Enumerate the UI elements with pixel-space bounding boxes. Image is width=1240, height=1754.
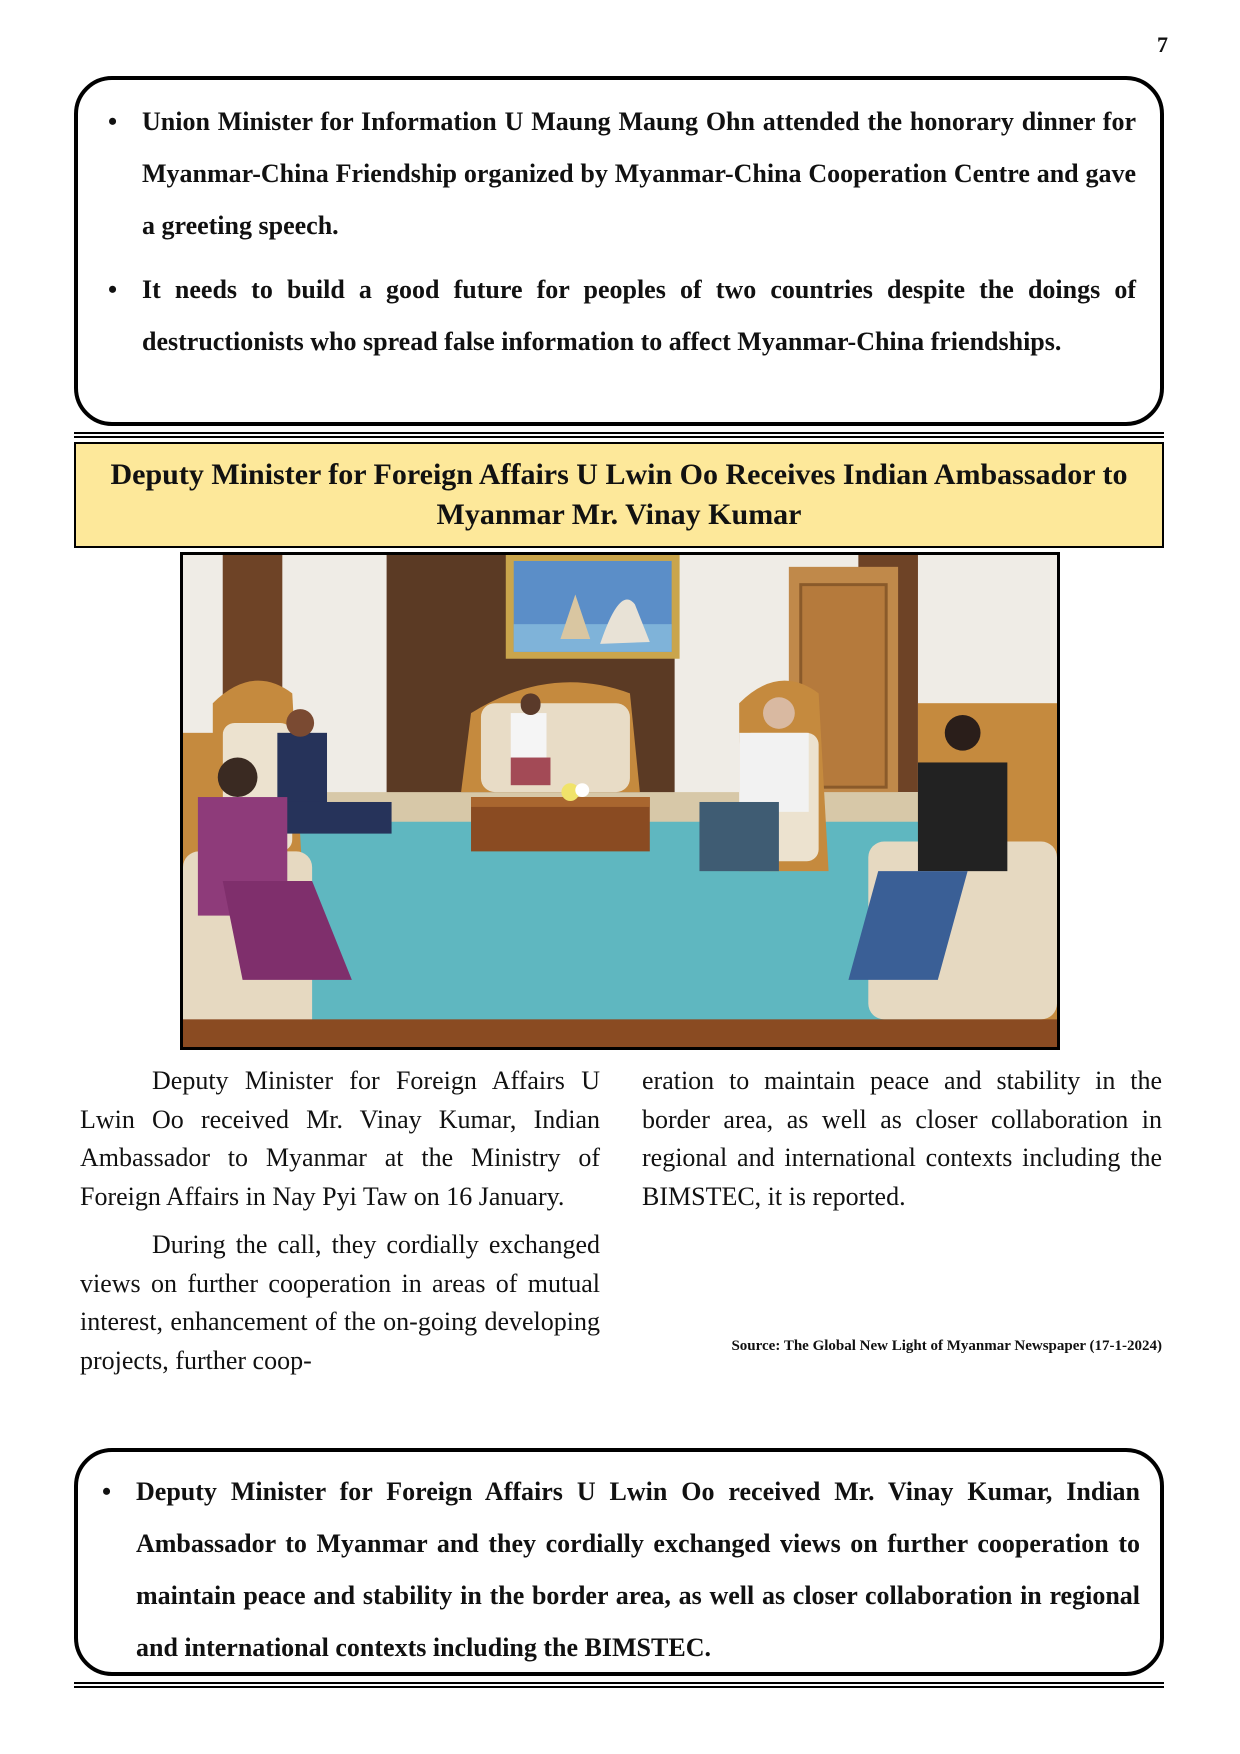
- top-summary-box: [74, 76, 1164, 426]
- article-paragraph: eration to maintain peace and stability in the border area, as well as closer collaboration in regional and international contexts including the BIMSTEC, it is reported.: [642, 1066, 1162, 1211]
- article-column-right: [642, 1062, 1162, 1226]
- article-column-left: [80, 1062, 600, 1390]
- article-paragraph: During the call, they cordially exchanged views on further cooperation in areas of mutual interest, enhancement of the on-going developing projects, further coop-: [80, 1230, 600, 1375]
- bottom-summary-list: [96, 1466, 1140, 1674]
- top-summary-list: [102, 96, 1136, 368]
- source-credit: Source: The Global New Light of Myanmar Newspaper (17-1-2024): [731, 1338, 1162, 1354]
- summary-bullet: • It needs to build a good future for peoples of two countries despite the doings of destructionists who spread false information to affect Myanmar-China friendships.: [102, 264, 1136, 368]
- bottom-summary-box: [74, 1448, 1164, 1676]
- divider-rule: [74, 1682, 1164, 1688]
- meeting-photo-illustration: [183, 555, 1057, 1047]
- summary-bullet: • Deputy Minister for Foreign Affairs U Lwin Oo received Mr. Vinay Kumar, Indian Ambassador to Myanmar and they cordially exchanged views on further cooperation to maintain peace and stability in the border area, as well as closer collaboration in regional and international contexts including the BIMSTEC.: [96, 1466, 1140, 1674]
- summary-bullet: • Union Minister for Information U Maung Maung Ohn attended the honorary dinner for Myanmar-China Friendship organized by Myanmar-China Cooperation Centre and gave a greeting speech.: [102, 96, 1136, 252]
- headline-box: [74, 442, 1164, 548]
- meeting-photo: [180, 552, 1060, 1050]
- article-headline: Deputy Minister for Foreign Affairs U Lwin Oo Receives Indian Ambassador to Myanmar Mr. Vinay Kumar: [110, 458, 1128, 531]
- page-number: 7: [1157, 32, 1168, 57]
- article-paragraph: Deputy Minister for Foreign Affairs U Lwin Oo received Mr. Vinay Kumar, Indian Ambassador to Myanmar at the Ministry of Foreign Affairs in Nay Pyi Taw on 16 January.: [80, 1066, 600, 1211]
- divider-rule: [74, 432, 1164, 438]
